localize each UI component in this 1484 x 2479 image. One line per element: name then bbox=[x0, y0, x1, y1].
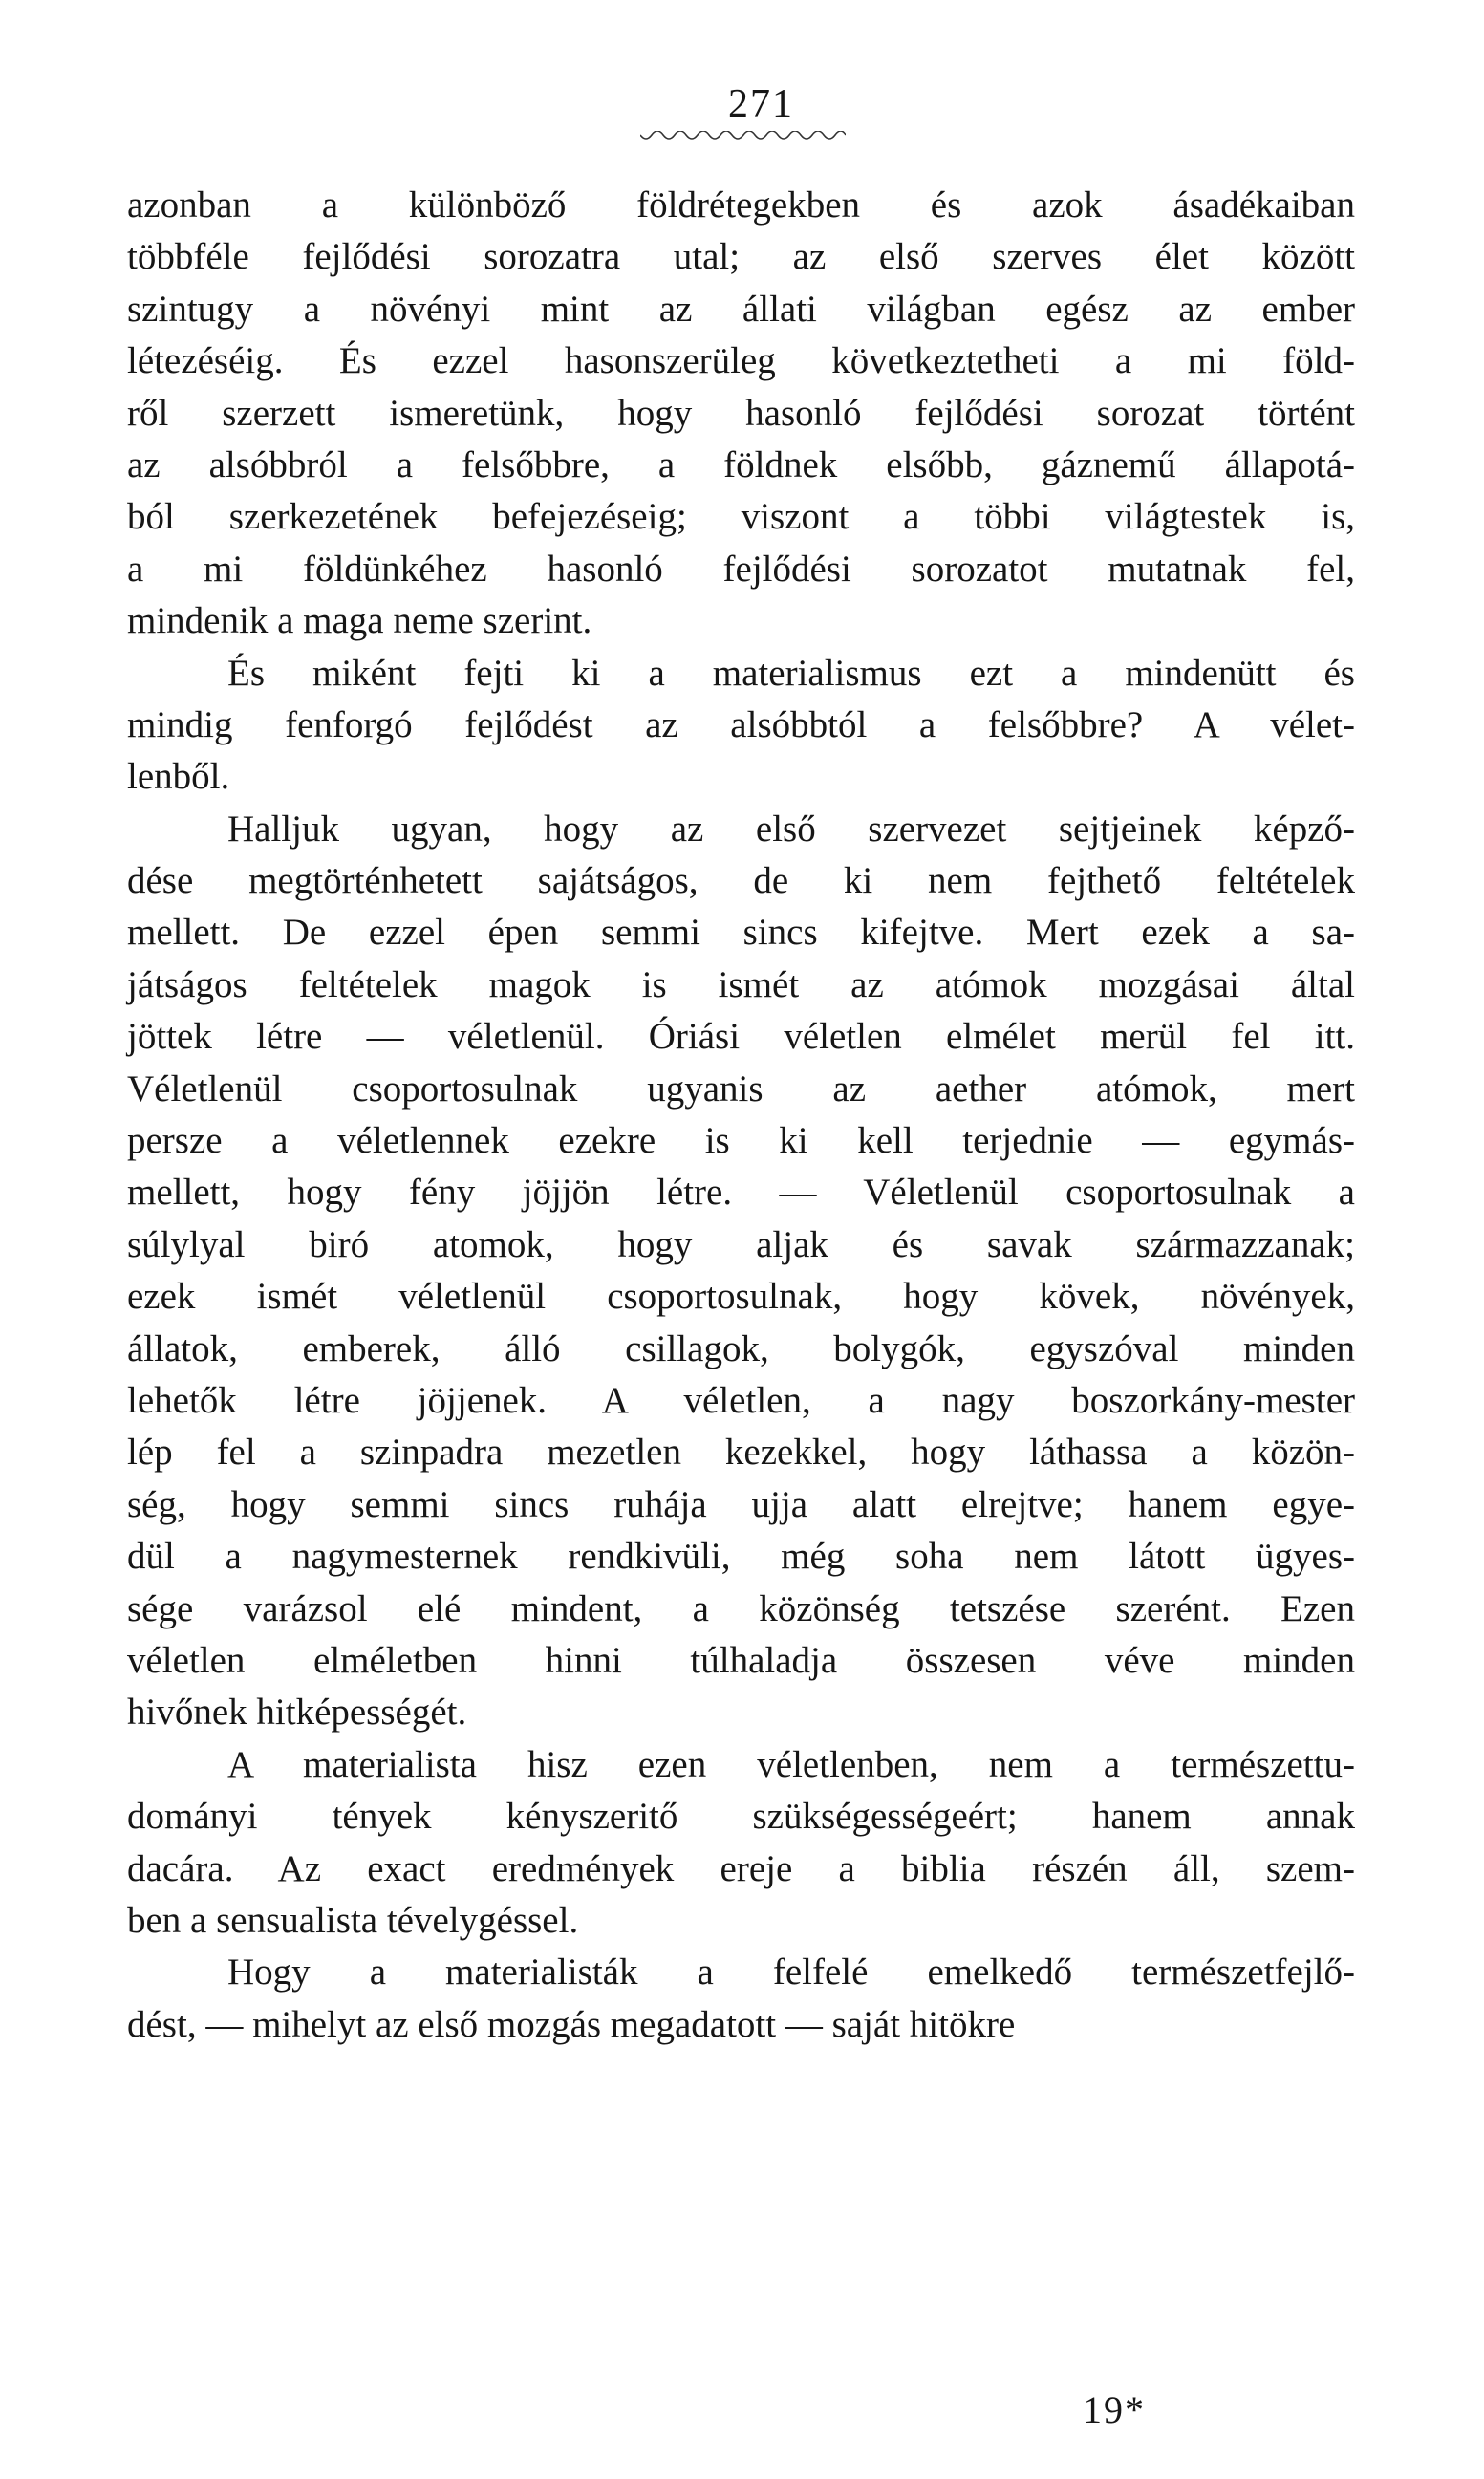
text-line: azonban a különböző földrétegekben és azok ásadékaiban bbox=[127, 184, 1355, 226]
text-line: szintugy a növényi mint az állati világban egész az ember bbox=[127, 288, 1355, 330]
text-line: a mi földünkéhez hasonló fejlődési sorozatot mutatnak fel, bbox=[127, 548, 1355, 590]
text-line: dést, — mihelyt az első mozgás megadatott — saját hitökre bbox=[127, 2003, 1016, 2045]
text-line: dése megtörténhetett sajátságos, de ki nem fejthető feltételek bbox=[127, 860, 1355, 902]
paragraph bbox=[127, 1739, 1355, 1948]
text-line: az alsóbbról a felsőbbre, a földnek elsőbb, gáznemű állapotá- bbox=[127, 443, 1355, 485]
text-line: A materialista hisz ezen véletlenben, nem a természettu- bbox=[227, 1743, 1355, 1785]
text-line: lehetők létre jöjjenek. A véletlen, a nagy boszorkány-mester bbox=[127, 1379, 1355, 1421]
text-line: létezéséig. És ezzel hasonszerüleg következtetheti a mi föld- bbox=[127, 340, 1355, 382]
text-line: Halljuk ugyan, hogy az első szervezet sejtjeinek képző- bbox=[227, 808, 1355, 850]
text-line: Hogy a materialisták a felfelé emelkedő természetfejlő- bbox=[227, 1951, 1355, 1994]
paragraph bbox=[127, 1947, 1355, 2051]
signature-mark: 19* bbox=[1083, 2388, 1146, 2431]
page-number: 271 bbox=[728, 82, 794, 126]
text-line: ben a sensualista tévelygéssel. bbox=[127, 1899, 579, 1941]
text-line: lép fel a szinpadra mezetlen kezekkel, hogy láthassa a közön- bbox=[127, 1432, 1355, 1474]
text-line: És miként fejti ki a materialismus ezt a mindenütt és bbox=[227, 652, 1355, 694]
text-line: állatok, emberek, álló csillagok, bolygók, egyszóval minden bbox=[127, 1327, 1355, 1369]
text-line: hivőnek hitképességét. bbox=[127, 1692, 467, 1734]
text-line: jöttek létre — véletlenül. Óriási véletlen elmélet merül fel itt. bbox=[127, 1016, 1355, 1058]
text-line: persze a véletlennek ezekre is ki kell terjednie — egymás- bbox=[127, 1120, 1355, 1162]
text-line: ezek ismét véletlenül csoportosulnak, hogy kövek, növények, bbox=[127, 1276, 1355, 1318]
text-line: többféle fejlődési sorozatra utal; az első szerves élet között bbox=[127, 236, 1355, 278]
text-line: súlylyal biró atomok, hogy aljak és savak származzanak; bbox=[127, 1223, 1355, 1265]
body-text bbox=[127, 180, 1355, 2051]
text-line: mindig fenforgó fejlődést az alsóbbtól a felsőbbre? A vélet- bbox=[127, 703, 1355, 745]
text-line: sége varázsol elé mindent, a közönség tetszése szerént. Ezen bbox=[127, 1587, 1355, 1629]
paragraph bbox=[127, 648, 1355, 804]
ornamental-wave-rule bbox=[640, 131, 846, 144]
text-line: játságos feltételek magok is ismét az atómok mozgásai által bbox=[127, 963, 1355, 1005]
text-line: ból szerkezetének befejezéseig; viszont a többi világtestek is, bbox=[127, 496, 1355, 538]
text-line: lenből. bbox=[127, 756, 230, 798]
paragraph bbox=[127, 180, 1355, 648]
text-line: mellett, hogy fény jöjjön létre. — Véletlenül csoportosulnak a bbox=[127, 1172, 1355, 1214]
text-line: ről szerzett ismeretünk, hogy hasonló fejlődési sorozat történt bbox=[127, 392, 1355, 434]
text-line: véletlen elméletben hinni túlhaladja összesen véve minden bbox=[127, 1639, 1355, 1681]
text-line: mindenik a maga neme szerint. bbox=[127, 600, 592, 642]
page-header bbox=[0, 81, 1484, 127]
text-line: dül a nagymesternek rendkivüli, még soha nem látott ügyes- bbox=[127, 1536, 1355, 1578]
text-line: ség, hogy semmi sincs ruhája ujja alatt elrejtve; hanem egye- bbox=[127, 1483, 1355, 1525]
text-line: mellett. De ezzel épen semmi sincs kifejtve. Mert ezek a sa- bbox=[127, 912, 1355, 954]
text-line: Véletlenül csoportosulnak ugyanis az aether atómok, mert bbox=[127, 1067, 1355, 1110]
text-line: dományi tények kényszeritő szükségességeért; hanem annak bbox=[127, 1796, 1355, 1838]
paragraph bbox=[127, 804, 1355, 1739]
text-line: dacára. Az exact eredmények ereje a biblia részén áll, szem- bbox=[127, 1847, 1355, 1889]
